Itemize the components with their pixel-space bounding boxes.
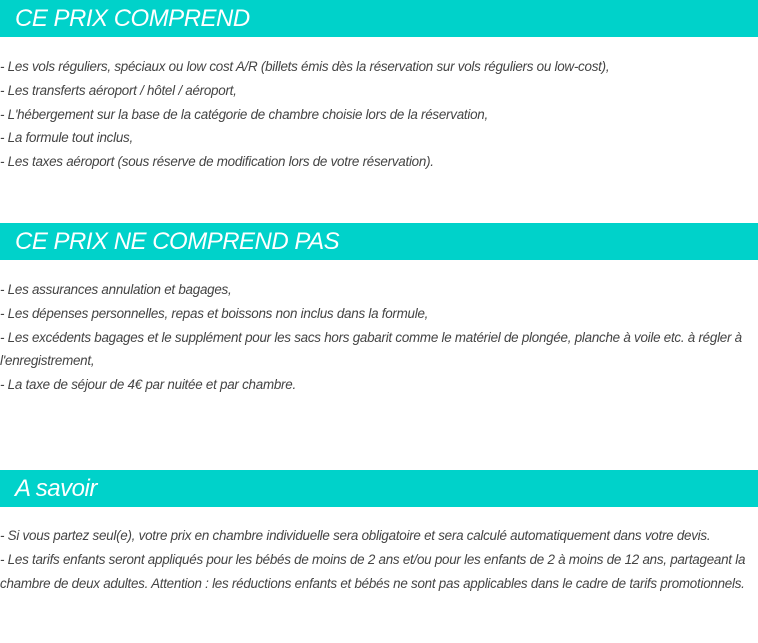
section-header-good-to-know: A savoir xyxy=(0,470,758,507)
not-included-list xyxy=(0,278,758,397)
list-item: - L'hébergement sur la base de la catégorie de chambre choisie lors de la réservation, xyxy=(0,106,488,122)
list-item: - La formule tout inclus, xyxy=(0,130,133,146)
list-item: - Les taxes aéroport (sous réserve de modification lors de votre réservation). xyxy=(0,154,434,170)
list-item: - Si vous partez seul(e), votre prix en chambre individuelle sera obligatoire et sera calculé automatiquement dans votre devis. xyxy=(0,528,711,543)
list-item: - Les transferts aéroport / hôtel / aéroport, xyxy=(0,82,237,98)
included-list xyxy=(0,55,758,174)
list-item: - Les assurances annulation et bagages, xyxy=(0,282,232,297)
list-item: - Les dépenses personnelles, repas et boissons non inclus dans la formule, xyxy=(0,305,429,321)
good-to-know-list xyxy=(0,524,758,595)
section-header-included: CE PRIX COMPREND xyxy=(0,0,758,37)
list-item: - La taxe de séjour de 4€ par nuitée et par chambre. xyxy=(0,377,296,393)
list-item: - Les vols réguliers, spéciaux ou low cost A/R (billets émis dès la réservation sur vols réguliers ou low-cost), xyxy=(0,59,610,74)
list-item: - Les excédents bagages et le supplément pour les sacs hors gabarit comme le matériel de plongée, planche à voile etc. à régler à l'enregistrement, xyxy=(0,329,742,369)
section-header-not-included: CE PRIX NE COMPREND PAS xyxy=(0,223,758,260)
list-item: - Les tarifs enfants seront appliqués pour les bébés de moins de 2 ans et/ou pour les enfants de 2 à moins de 12 ans, partageant la chambre de deux adultes. Attention : les réductions enfants et bébés ne sont pas applicables dans le cadre de tarifs promotionnels. xyxy=(0,551,746,591)
